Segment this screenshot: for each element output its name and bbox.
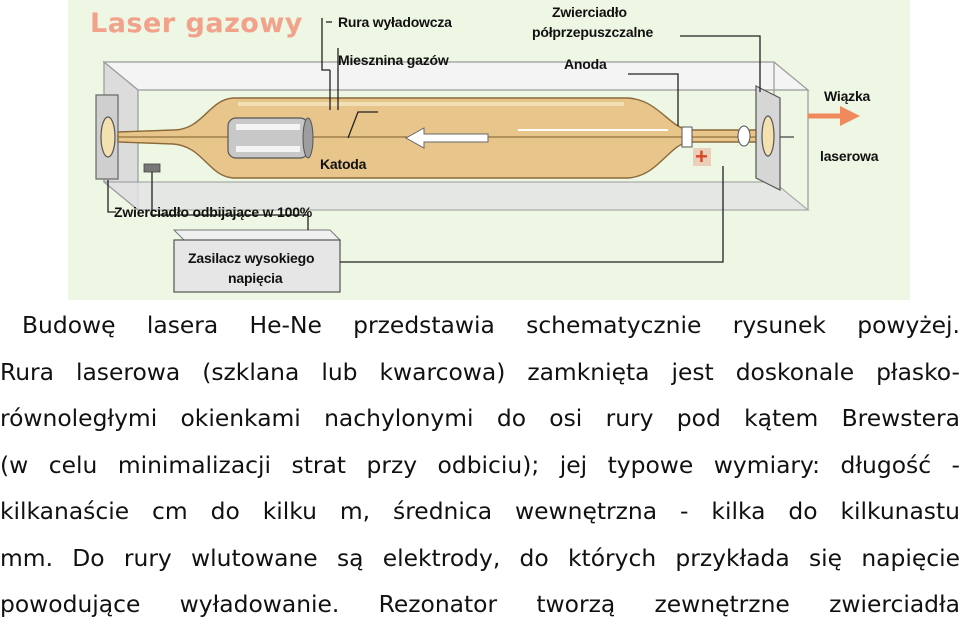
laser-beam-arrow xyxy=(808,106,860,126)
label-psu-line1: Zasilacz wysokiego xyxy=(188,250,315,266)
anode-electrode xyxy=(682,127,692,147)
label-beam-line2: laserowa xyxy=(820,148,879,164)
paragraph-line: kilkanaście cm do kilku m, średnica wewnętrzna - kilka do kilkunastu xyxy=(0,497,960,525)
plus-sign: + xyxy=(695,144,708,169)
label-beam-line1: Wiązka xyxy=(824,88,871,104)
label-mirror-partial-line2: półprzepuszczalne xyxy=(532,24,654,40)
cathode-electrode xyxy=(228,118,313,158)
paragraph-line: powodujące wyładowanie. Rezonator tworzą zewnętrzne zwierciadła xyxy=(0,590,960,618)
diagram-title: Laser gazowy xyxy=(90,8,303,39)
label-discharge-tube: Rura wyładowcza xyxy=(338,14,452,30)
paragraph-line: (w celu minimalizacji strat przy odbiciu); jej typowe wymiary: długość - xyxy=(0,450,960,479)
label-cathode: Katoda xyxy=(320,156,367,172)
right-window xyxy=(738,126,750,146)
label-mirror-partial-line1: Zwierciadło xyxy=(552,4,627,20)
paragraph-line: Budowę lasera He-Ne przedstawia schematycznie rysunek powyżej. xyxy=(22,311,960,339)
description-paragraph xyxy=(0,302,960,628)
label-anode: Anoda xyxy=(564,56,607,72)
paragraph-line: mm. Do rury wlutowane są elektrody, do których przykłada się napięcie xyxy=(0,543,960,572)
paragraph-line: Rura laserowa (szklana lub kwarcowa) zamknięta jest doskonale płasko- xyxy=(0,357,960,386)
paragraph-line: równoległymi okienkami nachylonymi do osi rury pod kątem Brewstera xyxy=(0,404,960,432)
label-mirror-full: Zwierciadło odbijające w 100% xyxy=(114,204,313,220)
label-gas-mixture: Miesznina gazów xyxy=(338,52,449,68)
right-mirror xyxy=(756,86,794,190)
laser-diagram xyxy=(68,0,910,300)
label-psu-line2: napięcia xyxy=(228,270,283,286)
